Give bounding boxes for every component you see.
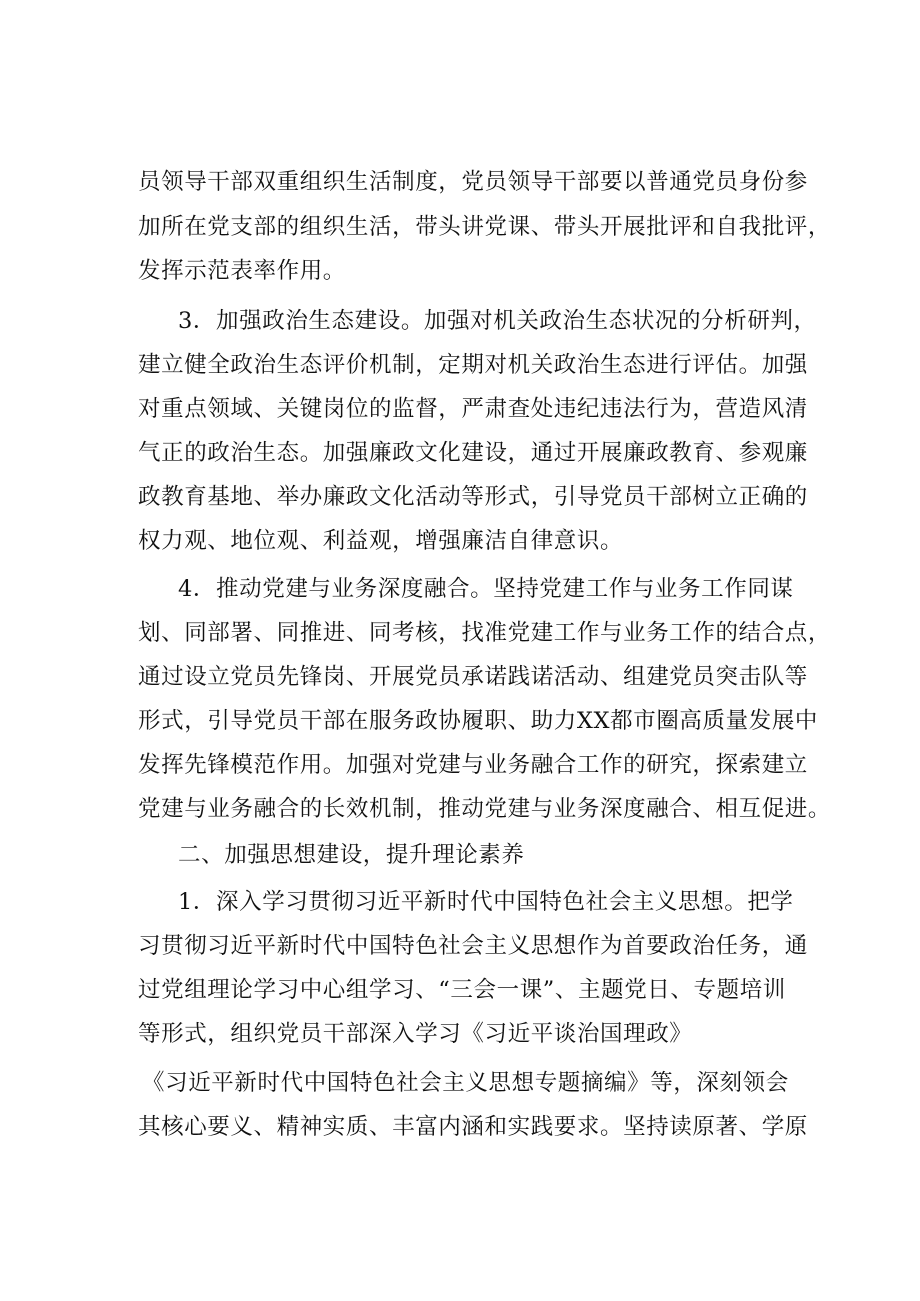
text-line: 发挥先锋模范作用。加强对党建与业务融合工作的研究，探索建立 xyxy=(138,752,808,778)
text-line: 划、同部署、同推进、同考核，找准党建工作与业务工作的结合点， xyxy=(138,620,832,646)
text-line: 加所在党支部的组织生活，带头讲党课、带头开展批评和自我批评， xyxy=(138,214,832,240)
text-line: 权力观、地位观、利益观，增强廉洁自律意识。 xyxy=(138,528,624,554)
text-line: 通过设立党员先锋岗、开展党员承诺践诺活动、组建党员突击队等 xyxy=(138,664,808,690)
paragraph-3-heading-line: 3．加强政治生态建设。加强对机关政治生态状况的分析研判， xyxy=(178,308,817,334)
text-line: 等形式，组织党员干部深入学习《习近平谈治国理政》 xyxy=(138,1021,693,1047)
text-line: 习贯彻习近平新时代中国特色社会主义思想作为首要政治任务，通 xyxy=(138,933,808,959)
text-line: 《习近平新时代中国特色社会主义思想专题摘编》等，深刻领会 xyxy=(142,1070,789,1096)
text-line: 建立健全政治生态评价机制，定期对机关政治生态进行评估。加强 xyxy=(138,352,808,378)
section-heading: 二、加强思想建设，提升理论素养 xyxy=(178,842,525,868)
text-line: 政教育基地、举办廉政文化活动等形式，引导党员干部树立正确的 xyxy=(138,484,808,510)
paragraph-4-heading-line: 4．推动党建与业务深度融合。坚持党建工作与业务工作同谋 xyxy=(178,576,794,602)
text-line: 形式，引导党员干部在服务政协履职、助力XX都市圈高质量发展中 xyxy=(138,708,819,734)
text-line: 其核心要义、精神实质、丰富内涵和实践要求。坚持读原著、学原 xyxy=(138,1114,808,1140)
text-line: 党建与业务融合的长效机制，推动党建与业务深度融合、相互促进。 xyxy=(138,796,832,822)
text-line: 过党组理论学习中心组学习、“三会一课”、主题党日、专题培训 xyxy=(138,977,786,1003)
paragraph-1-heading-line: 1．深入学习贯彻习近平新时代中国特色社会主义思想。把学 xyxy=(178,889,794,915)
text-line: 气正的政治生态。加强廉政文化建设，通过开展廉政教育、参观廉 xyxy=(138,440,808,466)
text-line: 发挥示范表率作用。 xyxy=(138,258,346,284)
text-line: 员领导干部双重组织生活制度，党员领导干部要以普通党员身份参 xyxy=(138,169,808,195)
text-line: 对重点领域、关键岗位的监督，严肃查处违纪违法行为，营造风清 xyxy=(138,396,808,422)
